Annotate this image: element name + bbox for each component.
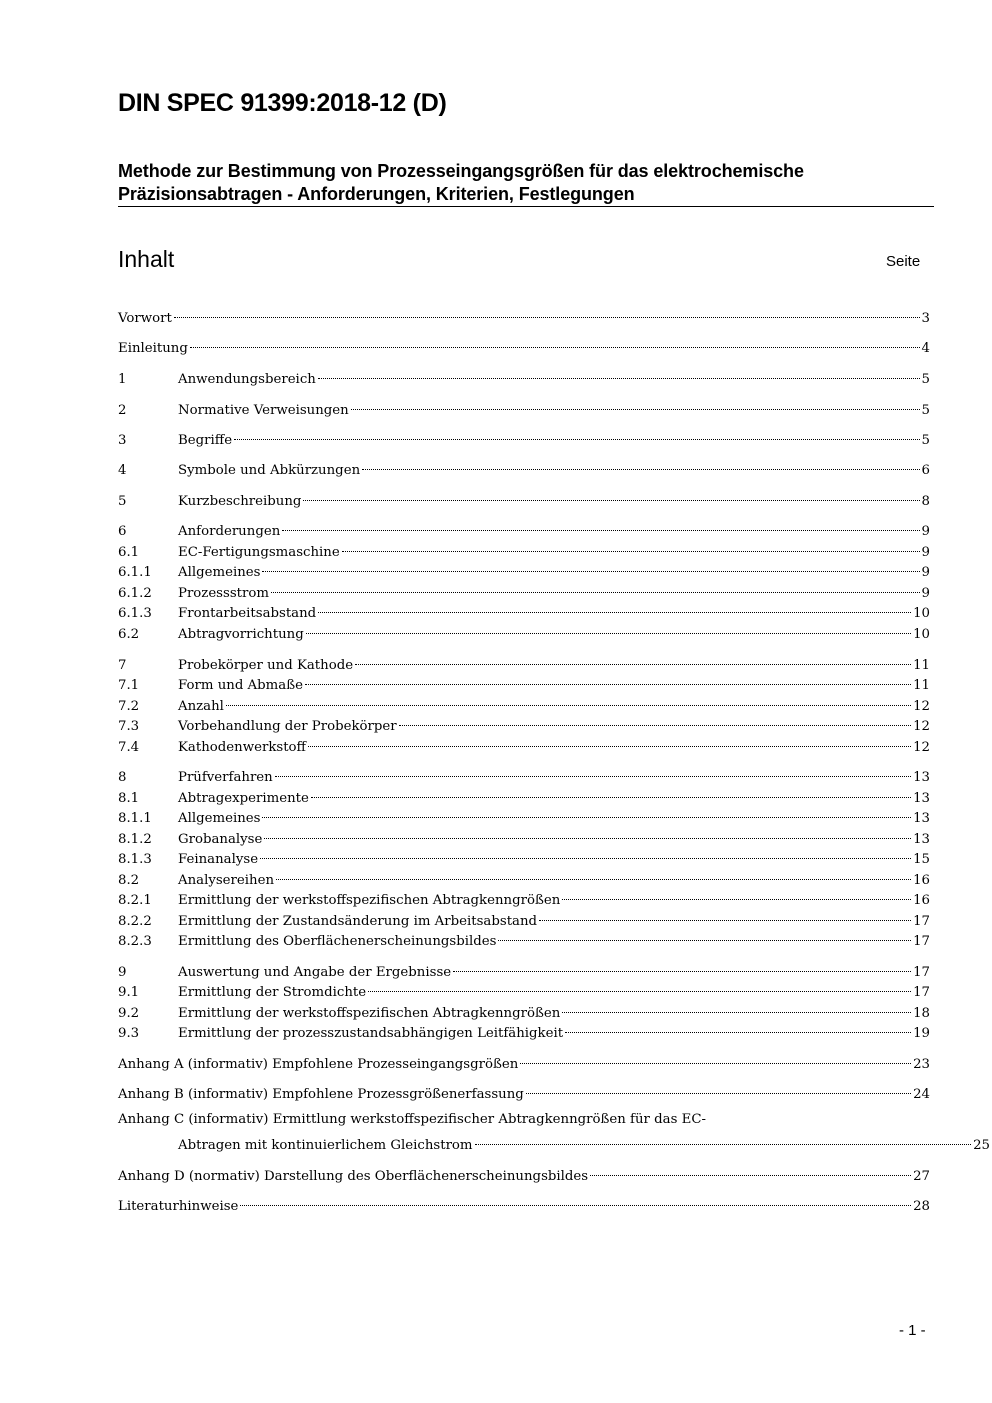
toc-entry[interactable]: [118, 455, 930, 478]
toc-entry-label: Analysereihen: [178, 873, 275, 888]
toc-entry-number: 6.1: [118, 545, 140, 560]
toc-dot-leader: [174, 303, 920, 322]
toc-entry-page: 27: [913, 1169, 930, 1184]
title-line-1: Methode zur Bestimmung von Prozesseingangsgrößen für das elektrochemische: [118, 161, 804, 181]
toc-dot-leader: [342, 537, 920, 556]
toc-dot-leader: [368, 977, 911, 996]
toc-dot-leader: [275, 762, 911, 781]
toc-entry-number: 8.1: [118, 791, 140, 806]
toc-entry[interactable]: [118, 557, 930, 580]
toc-entry[interactable]: [118, 670, 930, 693]
toc-entry-page: 18: [913, 1006, 930, 1021]
toc-dot-leader: [260, 844, 911, 863]
toc-entry[interactable]: [118, 619, 930, 642]
toc-entry-page: 17: [913, 914, 930, 929]
toc-entry-number: 8.2.1: [118, 893, 152, 908]
toc-dot-leader: [318, 364, 920, 383]
toc-entry-number: 6.1.3: [118, 606, 152, 621]
toc-entry[interactable]: [118, 333, 930, 356]
toc-heading: Inhalt: [118, 246, 175, 272]
toc-entry[interactable]: [118, 957, 930, 980]
toc-entry-label: Normative Verweisungen: [178, 403, 349, 418]
toc-entry-label: Vorwort: [118, 311, 172, 326]
toc-entry-label: Anhang B (informativ) Empfohlene Prozessgrößenerfassung: [118, 1087, 524, 1102]
toc-entry-number: 9: [118, 965, 127, 980]
toc-dot-leader: [264, 824, 911, 843]
toc-entry-page: 13: [913, 832, 930, 847]
toc-dot-leader: [318, 598, 911, 617]
toc-dot-leader: [565, 1018, 911, 1037]
toc-entry-label: Ermittlung des Oberflächenerscheinungsbildes: [178, 934, 497, 949]
toc-dot-leader: [351, 395, 920, 414]
toc-dot-leader: [399, 711, 911, 730]
toc-entry-page: 11: [913, 658, 930, 673]
toc-entry-label: Frontarbeitsabstand: [178, 606, 317, 621]
toc-entry-page: 17: [913, 985, 930, 1000]
toc-entry-page: 9: [921, 565, 930, 580]
toc-entry-number: 2: [118, 403, 127, 418]
toc-entry-number: 9.1: [118, 985, 140, 1000]
toc-entry[interactable]: [118, 650, 930, 673]
toc-entry-page: 28: [913, 1199, 930, 1214]
toc-entry[interactable]: [118, 885, 930, 908]
toc-entry-number: 8.1.1: [118, 811, 152, 826]
toc-entry-label: Anhang C (informativ) Ermittlung werkstoffspezifischer Abtragkenngrößen für das EC-: [118, 1112, 706, 1127]
toc-entry-page: 5: [921, 403, 930, 418]
toc-entry-page: 15: [913, 852, 930, 867]
toc-entry-page: 10: [913, 606, 930, 621]
toc-entry-page: 5: [921, 372, 930, 387]
toc-entry-label: EC-Fertigungsmaschine: [178, 545, 340, 560]
toc-entry-page: 24: [913, 1087, 930, 1102]
toc-dot-leader: [526, 1079, 911, 1098]
toc-entry-page: 12: [913, 719, 930, 734]
toc-entry-page: 25: [973, 1138, 990, 1153]
toc-entry[interactable]: [118, 998, 930, 1021]
toc-entry[interactable]: [118, 364, 930, 387]
toc-entry-label: Ermittlung der Stromdichte: [178, 985, 367, 1000]
toc-entry[interactable]: [118, 516, 930, 539]
toc-entry[interactable]: [118, 1049, 930, 1072]
toc-entry-page: 13: [913, 770, 930, 785]
toc-dot-leader: [262, 803, 911, 822]
toc-entry-number: 6.1.2: [118, 586, 152, 601]
title-line-2: Präzisionsabtragen - Anforderungen, Kriterien, Festlegungen: [118, 184, 635, 204]
toc-entry[interactable]: [118, 598, 930, 621]
toc-dot-leader: [306, 619, 911, 638]
toc-entry[interactable]: [118, 824, 930, 847]
toc-entry-label: Prozessstrom: [178, 586, 269, 601]
toc-entry-label: Kathodenwerkstoff: [178, 740, 307, 755]
toc-dot-leader: [498, 926, 911, 945]
toc-entry-label: Abtragvorrichtung: [178, 627, 304, 642]
toc-page-header: Seite: [886, 253, 921, 270]
toc-entry-label: Begriffe: [178, 433, 233, 448]
toc-entry-number: 8.1.2: [118, 832, 152, 847]
toc-dot-leader: [262, 557, 919, 576]
toc-entry-page: 16: [913, 893, 930, 908]
toc-entry-number: 4: [118, 463, 127, 478]
toc-entry-label: Literaturhinweise: [118, 1199, 239, 1214]
toc-entry[interactable]: [118, 783, 930, 806]
document-id: DIN SPEC 91399:2018-12 (D): [118, 89, 447, 117]
toc-entry-page: 11: [913, 678, 930, 693]
toc-dot-leader: [271, 578, 920, 597]
toc-entry-number: 8.2.3: [118, 934, 152, 949]
toc-entry-page: 6: [921, 463, 930, 478]
toc-entry-number: 7: [118, 658, 127, 673]
toc-entry-label: Anforderungen: [178, 524, 281, 539]
toc-entry[interactable]: [118, 803, 930, 826]
toc-entry[interactable]: [118, 691, 930, 714]
toc-entry-page: 23: [913, 1057, 930, 1072]
toc-entry[interactable]: [118, 762, 930, 785]
toc-entry-label: Allgemeines: [178, 811, 261, 826]
toc-dot-leader: [226, 691, 911, 710]
toc-entry[interactable]: [118, 395, 930, 418]
toc-entry-label: Abtragen mit kontinuierlichem Gleichstrom: [178, 1138, 473, 1153]
toc-entry-label: Grobanalyse: [178, 832, 263, 847]
toc-entry-label: Ermittlung der Zustandsänderung im Arbeitsabstand: [178, 914, 538, 929]
toc-entry[interactable]: [118, 1191, 930, 1214]
toc-entry[interactable]: [118, 1110, 930, 1129]
toc-entry-label: Ermittlung der werkstoffspezifischen Abtragkenngrößen: [178, 1006, 561, 1021]
toc-dot-leader: [240, 1191, 911, 1210]
toc-dot-leader: [190, 333, 920, 352]
toc-entry-page: 3: [921, 311, 930, 326]
toc-entry-number: 9.3: [118, 1026, 140, 1041]
toc-dot-leader: [355, 650, 911, 669]
toc-entry-page: 5: [921, 433, 930, 448]
toc-entry-number: 5: [118, 494, 127, 509]
toc-dot-leader: [453, 957, 911, 976]
toc-entry[interactable]: [118, 486, 930, 509]
toc-entry-number: 6.2: [118, 627, 140, 642]
toc-entry[interactable]: [118, 711, 930, 734]
toc-entry-page: 8: [921, 494, 930, 509]
toc-entry-label: Einleitung: [118, 341, 188, 356]
toc-entry-number: 8: [118, 770, 127, 785]
toc-entry-number: 8.1.3: [118, 852, 152, 867]
toc-entry-page: 17: [913, 934, 930, 949]
toc-entry-number: 8.2.2: [118, 914, 152, 929]
toc-entry-label: Probekörper und Kathode: [178, 658, 354, 673]
toc-entry-label: Anzahl: [178, 699, 224, 714]
toc-entry-label: Abtragexperimente: [178, 791, 309, 806]
toc-entry-number: 1: [118, 372, 127, 387]
toc-entry-page: 12: [913, 740, 930, 755]
toc-entry[interactable]: [118, 578, 930, 601]
toc-entry-number: 7.3: [118, 719, 140, 734]
toc-entry[interactable]: [118, 1161, 930, 1184]
toc-entry-page: 16: [913, 873, 930, 888]
toc-entry-label: Allgemeines: [178, 565, 261, 580]
toc-dot-leader: [305, 670, 911, 689]
toc-dot-leader: [520, 1049, 911, 1068]
toc-entry-label: Ermittlung der werkstoffspezifischen Abtragkenngrößen: [178, 893, 561, 908]
toc-entry-page: 9: [921, 545, 930, 560]
toc-entry-page: 17: [913, 965, 930, 980]
toc-entry-page: 13: [913, 811, 930, 826]
toc-entry[interactable]: [118, 926, 930, 949]
toc-entry[interactable]: [118, 906, 930, 929]
toc-dot-leader: [562, 998, 911, 1017]
toc-entry-page: 19: [913, 1026, 930, 1041]
toc-entry-number: 7.2: [118, 699, 140, 714]
toc-entry-page: 4: [921, 341, 930, 356]
toc-entry-number: 9.2: [118, 1006, 140, 1021]
toc-dot-leader: [539, 906, 911, 925]
toc-entry-number: 6: [118, 524, 127, 539]
toc-entry-number: 7.4: [118, 740, 140, 755]
toc-entry[interactable]: [118, 537, 930, 560]
toc-entry[interactable]: [118, 1079, 930, 1102]
toc-dot-leader: [303, 486, 919, 505]
toc-entry-label: Auswertung und Angabe der Ergebnisse: [178, 965, 452, 980]
toc-entry[interactable]: [118, 303, 930, 326]
document-title: [118, 160, 934, 206]
toc-dot-leader: [362, 455, 919, 474]
toc-entry-page: 10: [913, 627, 930, 642]
toc-dot-leader: [276, 865, 911, 884]
toc-entry-label: Kurzbeschreibung: [178, 494, 302, 509]
toc-dot-leader: [590, 1161, 911, 1180]
toc-entry-label: Ermittlung der prozesszustandsabhängigen Leitfähigkeit: [178, 1026, 564, 1041]
toc-entry-label: Form und Abmaße: [178, 678, 303, 693]
toc-entry[interactable]: [118, 732, 930, 755]
toc-dot-leader: [282, 516, 919, 535]
toc-entry-page: 13: [913, 791, 930, 806]
toc-entry-number: 3: [118, 433, 127, 448]
toc-entry-label: Prüfverfahren: [178, 770, 273, 785]
toc-entry-page: 9: [921, 524, 930, 539]
toc-entry[interactable]: [118, 1018, 930, 1041]
toc-entry-label: Symbole und Abkürzungen: [178, 463, 361, 478]
toc-entry-page: 12: [913, 699, 930, 714]
toc-dot-leader: [308, 732, 911, 751]
toc-entry-number: 6.1.1: [118, 565, 152, 580]
toc-entry-label: Anwendungsbereich: [178, 372, 316, 387]
toc-entry[interactable]: [118, 977, 930, 1000]
toc-dot-leader: [562, 885, 911, 904]
page-number: - 1 -: [899, 1322, 926, 1339]
toc-entry-label: Anhang D (normativ) Darstellung des Oberflächenerscheinungsbildes: [118, 1169, 589, 1184]
title-divider: [118, 206, 934, 207]
toc-entry-number: 7.1: [118, 678, 140, 693]
toc-entry-page: 9: [921, 586, 930, 601]
toc-entry[interactable]: [118, 1130, 990, 1153]
toc-dot-leader: [311, 783, 911, 802]
toc-entry[interactable]: [118, 865, 930, 888]
toc-entry[interactable]: [118, 425, 930, 448]
toc-entry-label: Vorbehandlung der Probekörper: [178, 719, 397, 734]
toc-dot-leader: [475, 1130, 972, 1149]
toc-entry[interactable]: [118, 844, 930, 867]
toc-entry-number: 8.2: [118, 873, 140, 888]
toc-dot-leader: [234, 425, 919, 444]
toc-entry-label: Anhang A (informativ) Empfohlene Prozesseingangsgrößen: [118, 1057, 519, 1072]
toc-entry-label: Feinanalyse: [178, 852, 259, 867]
